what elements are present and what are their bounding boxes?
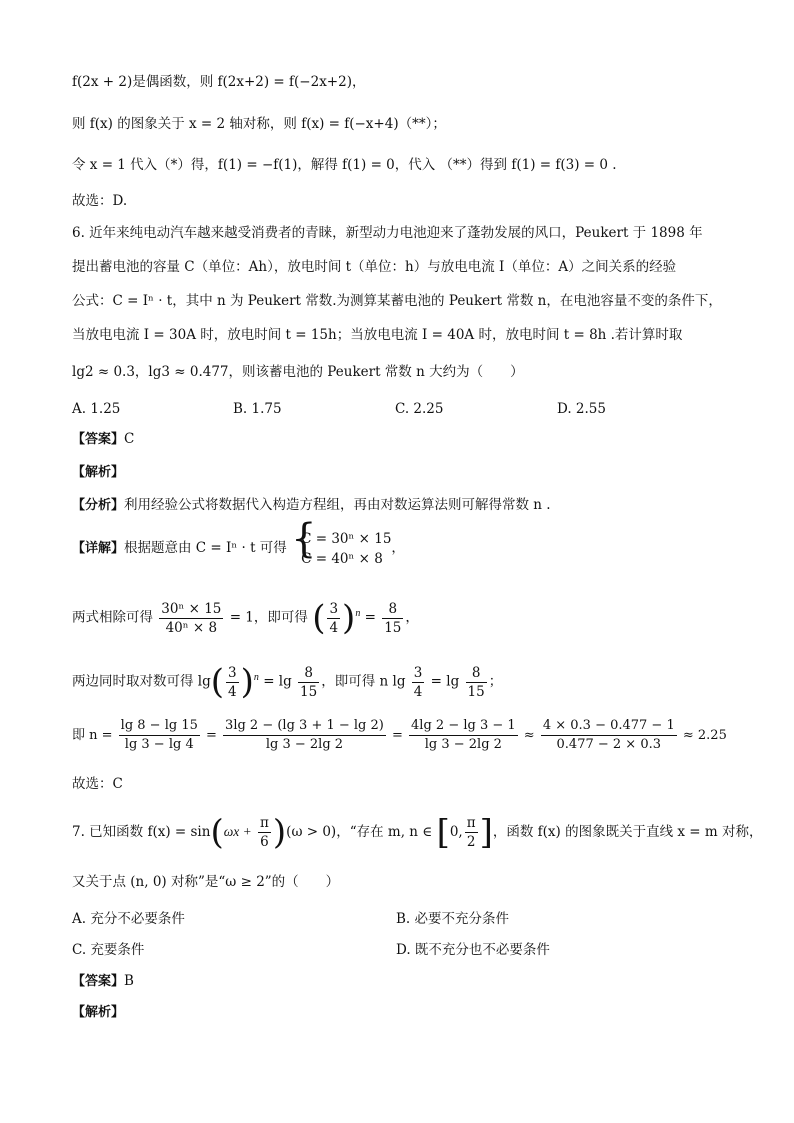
question-6-line: 提出蓄电池的容量 C（单位：Ah），放电时间 t（单位：h）与放电电流 I（单位：A）之间关系的经验 xyxy=(72,259,677,275)
answer-line xyxy=(72,971,134,992)
log-line: 两边同时取对数可得 lg( $\frac{3}{4}$ )$^n$ = lg $\frac{8}{15}$ ，即可得 n lg $\frac{3}{4}$ = lg $\frac{8}{15}$ ； xyxy=(72,662,503,702)
fraction xyxy=(119,717,200,754)
fraction xyxy=(159,600,223,637)
option-d: D. 既不充分也不必要条件 xyxy=(396,942,550,958)
calc-line: 即 n = $\frac{\lg 8 - \lg 15}{\lg 3 - \lg 4}$ = $\frac{3\lg 2 - (\lg 3 + 1 - \lg 2)}{\lg 3 - 2\lg 2}$ = $\frac{4\lg 2 - \lg 3 - 1}{\lg 3 - 2\lg 2}$ ≈ $\frac{4 \times 0.3 - 0.477 - 1}{0.477 - 2 \times 0.3}$ ≈ 2.25 xyxy=(72,718,727,752)
punct: ， xyxy=(391,540,405,556)
fraction xyxy=(465,814,478,851)
denominator: 2 xyxy=(466,834,476,850)
analysis-tag: 【解析】 xyxy=(72,1005,125,1020)
analysis-tag: 【解析】 xyxy=(72,465,125,480)
xiangjie-line xyxy=(72,515,405,569)
q7-text: ，函数 f(x) 的图象既关于直线 x = m 对称， xyxy=(492,824,763,840)
denominator: 4 xyxy=(413,683,423,700)
fraction xyxy=(382,600,403,637)
fraction xyxy=(409,717,518,754)
fraction xyxy=(223,717,386,754)
fraction xyxy=(258,814,271,851)
fraction xyxy=(541,717,677,754)
denominator: 0.477 − 2 × 0.3 xyxy=(556,737,662,752)
answer-value: C xyxy=(124,431,135,447)
question-7-line: 7. 已知函数 f(x) = sin(ωx + $\frac{\pi}{6}$ )(ω > 0)，“存在 m, n ∈ [0, $\frac{\pi}{2}$ ]，函数 f(x) 的图象既关于直线 x = m 对称， xyxy=(72,812,763,853)
numerator: 4lg 2 − lg 3 − 1 xyxy=(409,717,518,736)
numerator: 3 xyxy=(329,600,339,617)
text-line: 则 f(x) 的图象关于 x = 2 轴对称，则 f(x) = f(−x+4)（**）； xyxy=(72,116,446,132)
fraction xyxy=(327,600,340,637)
denominator: 15 xyxy=(300,683,318,700)
punct: ， xyxy=(405,609,419,626)
fraction xyxy=(226,664,239,701)
division-mid: = 1，即可得 xyxy=(229,609,308,626)
text-line: 令 x = 1 代入（*）得，f(1) = −f(1)，解得 f(1) = 0，代入 （**）得到 f(1) = f(3) = 0 . xyxy=(72,157,617,173)
numerator: 8 xyxy=(298,664,319,683)
equation-system xyxy=(291,515,392,569)
punct: ； xyxy=(488,673,503,690)
q7-text: 7. 已知函数 f(x) = sin xyxy=(72,824,211,840)
option-d: D. 2.55 xyxy=(557,401,606,417)
fenxi-tag: 【分析】 xyxy=(72,498,125,513)
answer-value: B xyxy=(124,973,134,989)
answer-line xyxy=(72,429,134,450)
xiangjie-tag: 【详解】 xyxy=(72,541,125,556)
numerator: 3lg 2 − (lg 3 + 1 − lg 2) xyxy=(223,717,386,736)
answer-tag: 【答案】 xyxy=(72,432,125,447)
denominator: 15 xyxy=(384,619,402,636)
question-6-line: 6. 近年来纯电动汽车越来越受消费者的青睐，新型动力电池迎来了蓬勃发展的风口，Peukert 于 1898 年 xyxy=(72,225,703,241)
log-text: = lg xyxy=(263,673,292,690)
calc-text: 即 n = xyxy=(72,728,113,743)
numerator: π xyxy=(466,815,476,831)
numerator: 3 xyxy=(413,664,423,681)
denominator: lg 3 − lg 4 xyxy=(124,737,194,752)
xiangjie-text: 根据题意由 C = Iⁿ · t 可得 xyxy=(124,540,287,556)
text-line: 故选：D. xyxy=(72,193,128,209)
option-c: C. 2.25 xyxy=(395,401,444,417)
q7-text: ωx + xyxy=(223,824,252,839)
brace-glyph: { xyxy=(291,515,317,562)
question-7-line: 又关于点 (n, 0) 对称”是“ω ≥ 2”的（ ） xyxy=(72,874,340,890)
numerator: 4 × 0.3 − 0.477 − 1 xyxy=(541,717,677,736)
option-b: B. 必要不充分条件 xyxy=(396,911,510,927)
question-6-line: 公式：C = Iⁿ · t，其中 n 为 Peukert 常数.为测算某蓄电池的 Peukert 常数 n，在电池容量不变的条件下， xyxy=(72,293,722,309)
calc-result: ≈ 2.25 xyxy=(682,728,727,743)
q7-text: (ω > 0)，“存在 m, n ∈ xyxy=(286,824,433,840)
denominator: lg 3 − 2lg 2 xyxy=(265,737,344,752)
denominator: 4 xyxy=(329,619,339,636)
question-6-line: lg2 ≈ 0.3，lg3 ≈ 0.477，则该蓄电池的 Peukert 常数 n 大约为（ ） xyxy=(72,364,524,380)
denominator: 6 xyxy=(260,834,269,850)
equals: = xyxy=(364,609,376,626)
exponent: n xyxy=(253,672,259,683)
option-b: B. 1.75 xyxy=(233,401,282,417)
answer-tag: 【答案】 xyxy=(72,974,125,989)
numerator: 3 xyxy=(228,664,237,681)
exponent: n xyxy=(355,608,361,619)
log-text: = lg xyxy=(430,673,460,690)
denominator: 15 xyxy=(467,683,485,700)
denominator: 4 xyxy=(228,683,237,700)
text-line: f(2x + 2)是偶函数，则 f(2x+2) = f(−2x+2)， xyxy=(72,74,366,90)
q7-text: 0, xyxy=(449,824,463,840)
fraction xyxy=(412,664,425,701)
fraction xyxy=(298,664,319,701)
fenxi-line xyxy=(72,495,551,516)
fraction xyxy=(466,664,487,701)
option-a: A. 1.25 xyxy=(72,401,121,417)
option-a: A. 充分不必要条件 xyxy=(72,911,185,927)
option-c: C. 充要条件 xyxy=(72,942,145,958)
numerator: 30ⁿ × 15 xyxy=(161,600,222,617)
equation-1: C = 30ⁿ × 15 xyxy=(301,530,392,547)
denominator: lg 3 − 2lg 2 xyxy=(424,737,502,752)
division-line: 两式相除可得 $\frac{\text{30ⁿ × 15}}{\text{40ⁿ × 8}}$ = 1，即可得 ( $\frac{3}{4}$ )$^n$ = $\frac{8}{15}$ ， xyxy=(72,598,419,638)
analysis-tag-line xyxy=(72,462,124,483)
analysis-tag-line xyxy=(72,1002,124,1023)
log-text: 两边同时取对数可得 lg xyxy=(72,673,211,690)
division-text: 两式相除可得 xyxy=(72,609,153,626)
numerator: 8 xyxy=(382,600,403,619)
equation-2: C = 40ⁿ × 8 xyxy=(301,550,383,567)
log-text: ，即可得 n lg xyxy=(321,673,406,690)
numerator: π xyxy=(260,815,269,831)
denominator: 40ⁿ × 8 xyxy=(165,619,218,636)
numerator: 8 xyxy=(466,664,487,683)
text-line: 故选：C xyxy=(72,776,123,792)
question-6-line: 当放电电流 I = 30A 时，放电时间 t = 15h；当放电电流 I = 40A 时，放电时间 t = 8h .若计算时取 xyxy=(72,327,683,343)
numerator: lg 8 − lg 15 xyxy=(119,717,200,736)
fenxi-text: 利用经验公式将数据代入构造方程组，再由对数运算法则可解得常数 n . xyxy=(124,497,551,513)
